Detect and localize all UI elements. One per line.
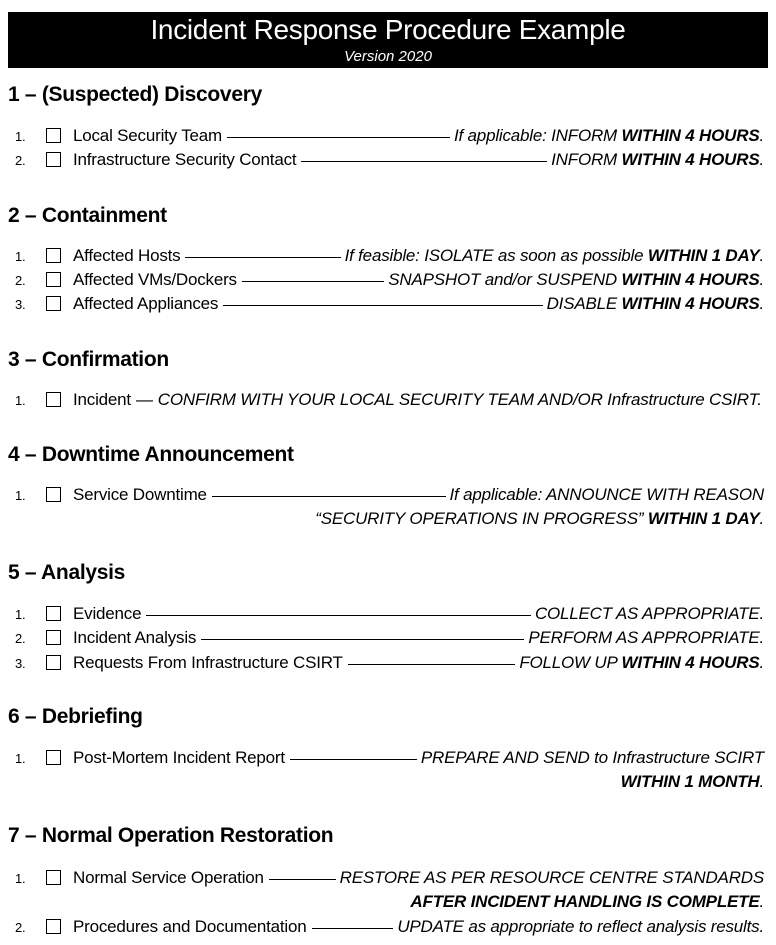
item-line (73, 483, 764, 507)
checklist-item (0, 268, 768, 292)
item-action: PREPARE AND SEND to Infrastructure SCIRT (420, 748, 764, 767)
item-label: Local Security Team (73, 126, 222, 145)
checklist-item (0, 124, 768, 148)
item-number: 1. (15, 607, 26, 622)
section-heading-containment: 2 – Containment (8, 204, 167, 227)
checklist-item (0, 915, 768, 939)
item-continuation: WITHIN 1 MONTH. (620, 772, 764, 791)
item-number: 1. (15, 488, 26, 503)
checklist-item (0, 244, 768, 268)
item-label: Affected Appliances (73, 294, 219, 313)
item-line (73, 626, 764, 650)
item-line (73, 866, 764, 890)
item-number: 1. (15, 249, 26, 264)
checklist-item (0, 866, 768, 890)
leader-line (348, 664, 516, 665)
item-label: Infrastructure Security Contact (73, 150, 297, 169)
item-line (73, 746, 764, 770)
item-continuation: “SECURITY OPERATIONS IN PROGRESS” WITHIN 1 DAY. (315, 509, 764, 528)
page-title: Incident Response Procedure Example (150, 14, 626, 45)
checklist-item (0, 746, 768, 770)
item-number: 2. (15, 920, 26, 935)
item-action: UPDATE as appropriate to reflect analysis results. (397, 917, 764, 936)
leader-line (201, 639, 524, 640)
item-deadline: WITHIN 4 HOURS (621, 653, 760, 672)
item-deadline: WITHIN 1 DAY (647, 509, 760, 528)
leader-line (185, 257, 340, 258)
checkbox[interactable] (46, 392, 61, 407)
item-action: If feasible: ISOLATE as soon as possible WITHIN 1 DAY. (344, 246, 764, 265)
item-deadline: WITHIN 4 HOURS (621, 270, 760, 289)
item-line (73, 124, 764, 148)
checkbox[interactable] (46, 919, 61, 934)
item-line (73, 244, 764, 268)
item-number: 1. (15, 393, 26, 408)
section-heading-debriefing: 6 – Debriefing (8, 705, 143, 728)
item-line (73, 602, 764, 626)
section-heading-analysis: 5 – Analysis (8, 561, 126, 584)
item-number: 3. (15, 297, 26, 312)
checkbox[interactable] (46, 248, 61, 263)
section-heading-confirmation: 3 – Confirmation (8, 348, 169, 371)
version-label: Version 2020 (344, 48, 432, 65)
checkbox[interactable] (46, 870, 61, 885)
item-action: CONFIRM WITH YOUR LOCAL SECURITY TEAM AND/OR Infrastructure CSIRT. (157, 390, 762, 409)
item-number: 1. (15, 751, 26, 766)
em-dash-separator: — (135, 390, 153, 409)
item-line (73, 292, 764, 316)
item-number: 3. (15, 656, 26, 671)
item-action: DISABLE WITHIN 4 HOURS. (546, 294, 764, 313)
item-line (73, 388, 764, 412)
item-number: 1. (15, 871, 26, 886)
section-heading-restoration: 7 – Normal Operation Restoration (8, 824, 334, 847)
item-action: RESTORE AS PER RESOURCE CENTRE STANDARDS (339, 868, 764, 887)
leader-line (242, 281, 384, 282)
item-deadline: WITHIN 1 MONTH (620, 772, 760, 791)
checkbox[interactable] (46, 487, 61, 502)
checklist-item (0, 602, 768, 626)
item-label: Normal Service Operation (73, 868, 264, 887)
item-label: Requests From Infrastructure CSIRT (73, 653, 343, 672)
item-line (73, 268, 764, 292)
leader-line (146, 615, 531, 616)
checklist-item (0, 292, 768, 316)
item-label: Post-Mortem Incident Report (73, 748, 285, 767)
item-label: Procedures and Documentation (73, 917, 307, 936)
checklist-item (0, 651, 768, 675)
item-label: Affected Hosts (73, 246, 181, 265)
leader-line (290, 759, 417, 760)
item-number: 2. (15, 153, 26, 168)
checkbox[interactable] (46, 750, 61, 765)
item-action: COLLECT AS APPROPRIATE. (534, 604, 764, 623)
item-deadline: AFTER INCIDENT HANDLING IS COMPLETE (410, 892, 760, 911)
item-line (73, 148, 764, 172)
item-label: Affected VMs/Dockers (73, 270, 237, 289)
checklist-item (0, 388, 768, 412)
checkbox[interactable] (46, 630, 61, 645)
leader-line (223, 305, 542, 306)
item-action: If applicable: INFORM WITHIN 4 HOURS. (453, 126, 764, 145)
checkbox[interactable] (46, 296, 61, 311)
section-heading-discovery: 1 – (Suspected) Discovery (8, 83, 262, 106)
item-number: 2. (15, 273, 26, 288)
checkbox[interactable] (46, 152, 61, 167)
item-action: PERFORM AS APPROPRIATE. (528, 628, 764, 647)
checklist-item (0, 626, 768, 650)
item-deadline: WITHIN 4 HOURS (621, 294, 760, 313)
item-label: Incident Analysis (73, 628, 197, 647)
leader-line (212, 496, 446, 497)
item-label: Service Downtime (73, 485, 207, 504)
checklist-item (0, 483, 768, 507)
item-action: INFORM WITHIN 4 HOURS. (551, 150, 764, 169)
item-deadline: WITHIN 1 DAY (647, 246, 760, 265)
checkbox[interactable] (46, 128, 61, 143)
item-deadline: WITHIN 4 HOURS (621, 126, 760, 145)
item-number: 1. (15, 129, 26, 144)
item-action: If applicable: ANNOUNCE WITH REASON (449, 485, 764, 504)
checkbox[interactable] (46, 272, 61, 287)
leader-line (227, 137, 450, 138)
checkbox[interactable] (46, 606, 61, 621)
leader-line (312, 928, 394, 929)
checkbox[interactable] (46, 655, 61, 670)
item-deadline: WITHIN 4 HOURS (621, 150, 760, 169)
item-action: SNAPSHOT and/or SUSPEND WITHIN 4 HOURS. (388, 270, 764, 289)
page-header (8, 12, 768, 68)
checklist-item (0, 148, 768, 172)
item-continuation: AFTER INCIDENT HANDLING IS COMPLETE. (410, 892, 764, 911)
item-line (73, 915, 764, 939)
item-label: Incident (73, 390, 131, 409)
item-label: Evidence (73, 604, 142, 623)
item-number: 2. (15, 631, 26, 646)
item-line (73, 651, 764, 675)
section-heading-downtime: 4 – Downtime Announcement (8, 443, 294, 466)
leader-line (269, 879, 336, 880)
item-action: FOLLOW UP WITHIN 4 HOURS. (519, 653, 764, 672)
leader-line (301, 161, 547, 162)
